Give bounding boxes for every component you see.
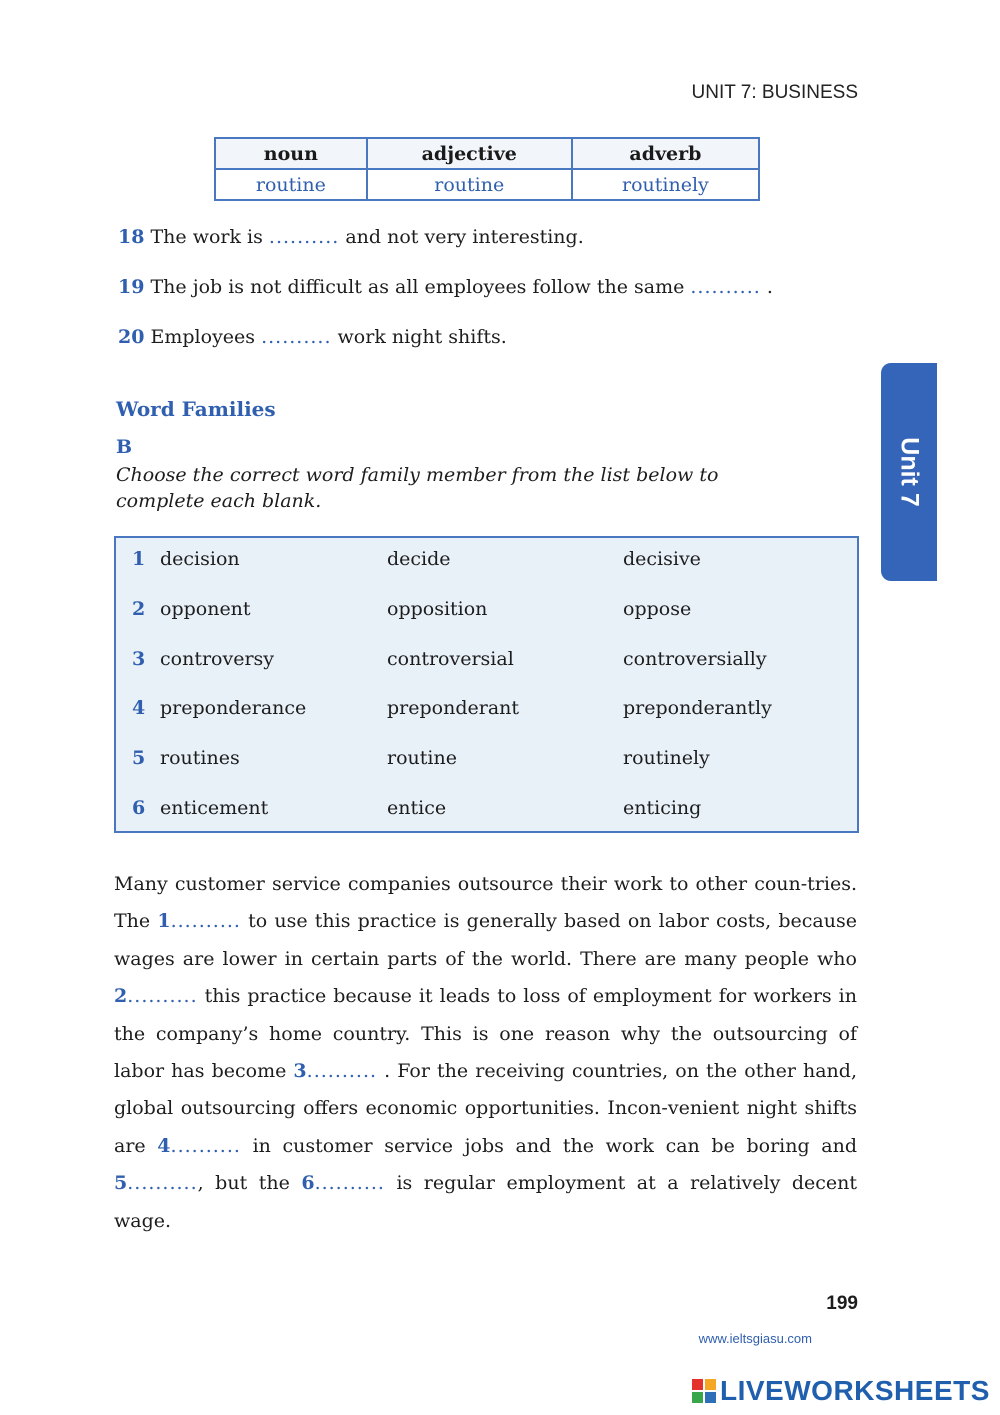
question-text: work night shifts.: [337, 326, 507, 348]
item-number: 4: [132, 697, 146, 719]
answer-blank[interactable]: ..........: [314, 1172, 385, 1195]
word-option: controversial: [387, 648, 514, 670]
passage-text: is regular employment at a relatively decent wage.: [114, 1172, 857, 1232]
table-cell-adjective: routine: [367, 169, 572, 200]
exercise-label: B: [116, 436, 133, 458]
word-option: opponent: [160, 598, 251, 620]
logo-square: [692, 1379, 703, 1390]
answer-blank[interactable]: ..........: [306, 1060, 378, 1083]
logo-square: [692, 1392, 703, 1403]
blank-number: 5: [114, 1172, 128, 1195]
table-header-adverb: adverb: [572, 138, 759, 169]
word-option: preponderance: [160, 697, 307, 719]
question-19: [118, 276, 773, 298]
liveworksheets-logo-icon: [692, 1379, 716, 1403]
question-number: 19: [118, 276, 145, 298]
cloze-passage: [114, 866, 857, 1240]
word-option: routine: [387, 747, 457, 769]
answer-blank[interactable]: ..........: [690, 276, 761, 298]
word-option: controversially: [623, 648, 767, 670]
item-number: 1: [132, 548, 146, 570]
liveworksheets-wordmark: LIVEWORKSHEETS: [720, 1375, 990, 1406]
unit-header: UNIT 7: BUSINESS: [691, 82, 858, 103]
word-option: routines: [160, 747, 240, 769]
word-option: decision: [160, 548, 240, 570]
passage-text: Many customer service companies outsource their work to other coun-tries. The: [114, 873, 857, 933]
logo-square: [705, 1392, 716, 1403]
unit-tab-label: Unit 7: [895, 437, 924, 507]
exercise-instructions: Choose the correct word family member from the list below to complete each blank.: [116, 464, 719, 512]
item-number: 2: [132, 598, 146, 620]
word-option: entice: [387, 797, 447, 819]
table-header-noun: noun: [215, 138, 367, 169]
answer-blank[interactable]: ..........: [170, 910, 241, 933]
word-family-list: [114, 536, 859, 833]
question-text: The work is: [150, 226, 263, 248]
word-option: preponderant: [387, 697, 520, 719]
unit-side-tab: [881, 363, 937, 581]
answer-blank[interactable]: ..........: [268, 226, 340, 248]
word-option: enticement: [160, 797, 269, 819]
website-link[interactable]: www.ieltsgiasu.com: [698, 1331, 812, 1346]
section-title: Word Families: [116, 397, 276, 421]
logo-square: [705, 1379, 716, 1390]
item-number: 3: [132, 648, 146, 670]
blank-number: 2: [114, 985, 128, 1008]
question-number: 20: [118, 326, 145, 348]
answer-blank[interactable]: ..........: [261, 326, 332, 348]
word-option: controversy: [160, 648, 275, 670]
table-cell-noun: routine: [215, 169, 367, 200]
question-text: Employees: [150, 326, 256, 348]
item-number: 5: [132, 747, 146, 769]
answer-blank[interactable]: ..........: [127, 985, 198, 1008]
passage-text: , but the: [197, 1172, 302, 1195]
word-form-table: [214, 137, 760, 201]
passage-text: this practice because it leads to loss of employment for workers in the company’s home country. This is one reason why the outsourcing of labor has become: [114, 985, 857, 1083]
blank-number: 4: [157, 1134, 171, 1157]
word-option: enticing: [623, 797, 702, 819]
question-18: [118, 226, 584, 248]
word-option: decisive: [623, 548, 701, 570]
answer-blank[interactable]: ..........: [170, 1134, 241, 1157]
page-number: 199: [826, 1293, 858, 1314]
question-text: and not very interesting.: [345, 226, 584, 248]
table-header-adjective: adjective: [367, 138, 572, 169]
blank-number: 3: [293, 1060, 307, 1083]
word-option: routinely: [623, 747, 710, 769]
passage-text: in customer service jobs and the work can be boring and: [240, 1134, 857, 1157]
question-20: [118, 326, 507, 348]
word-option: opposition: [387, 598, 488, 620]
answer-blank[interactable]: ..........: [127, 1172, 198, 1195]
item-number: 6: [132, 797, 146, 819]
question-text: The job is not difficult as all employees follow the same: [150, 276, 685, 298]
passage-text: to use this practice is generally based on labor costs, because wages are lower in certain parts of the world. There are many people who: [114, 910, 857, 970]
word-option: oppose: [623, 598, 692, 620]
word-option: decide: [387, 548, 451, 570]
question-number: 18: [118, 226, 145, 248]
passage-text: . For the receiving countries, on the other hand, global outsourcing offers economic opportunities. Incon-venient night shifts are: [114, 1060, 857, 1157]
liveworksheets-brand: [692, 1375, 990, 1407]
question-text: .: [766, 276, 773, 298]
word-option: preponderantly: [623, 697, 772, 719]
table-cell-adverb: routinely: [572, 169, 759, 200]
blank-number: 1: [157, 910, 171, 933]
blank-number: 6: [301, 1172, 315, 1195]
